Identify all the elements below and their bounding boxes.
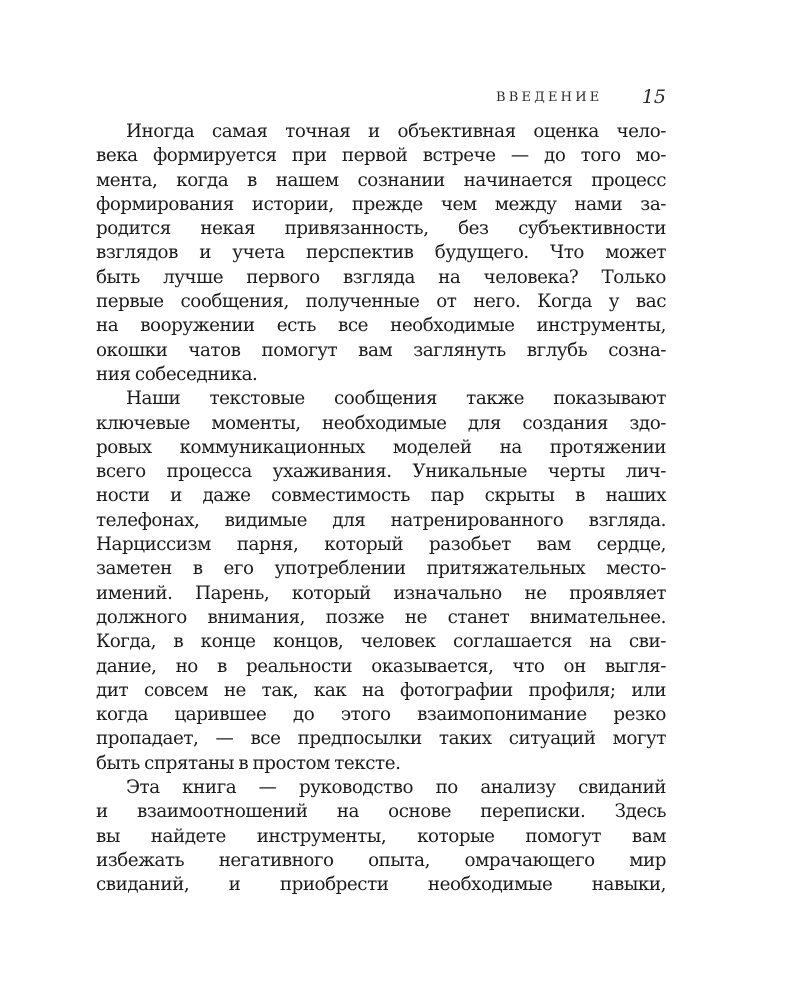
text-line: первые сообщения, полученные от него. Когда у вас	[96, 291, 666, 313]
page-number: 15	[641, 86, 666, 108]
text-line: ключевые моменты, необходимые для создания здо-	[96, 412, 666, 434]
text-line: когда царившее до этого взаимопонимание резко	[96, 704, 666, 726]
text-line: века формируется при первой встрече — до того мо-	[96, 145, 666, 167]
text-line: быть лучше первого взгляда на человека? Только	[96, 266, 666, 288]
text-line: Нарциссизм парня, который разобьет вам сердце,	[96, 534, 666, 556]
text-line: всего процесса ухаживания. Уникальные черты лич-	[96, 461, 666, 483]
text-line: телефонах, видимые для натренированного взгляда.	[96, 509, 666, 531]
text-line: ности и даже совместимость пар скрыты в наших	[96, 485, 666, 507]
text-line: быть спрятаны в простом тексте.	[96, 752, 401, 774]
text-line: избежать негативного опыта, омрачающего мир	[96, 849, 666, 871]
paragraph-3	[96, 776, 666, 897]
text-line: окошки чатов помогут вам заглянуть вглубь созна-	[96, 339, 666, 361]
text-line: ровых коммуникационных моделей на протяжении	[96, 436, 666, 458]
text-line: заметен в его употреблении притяжательных место-	[96, 558, 666, 580]
section-title: ВВЕДЕНИЕ	[496, 90, 603, 105]
paragraph-2	[96, 387, 666, 776]
text-line: мента, когда в нашем сознании начинается процесс	[96, 169, 666, 191]
text-line: имений. Парень, который изначально не проявляет	[96, 582, 666, 604]
text-line: родится некая привязанность, без субъективности	[96, 218, 666, 240]
text-line: ния собеседника.	[96, 363, 258, 385]
text-line: вы найдете инструменты, которые помогут вам	[96, 825, 666, 847]
text-line: дание, но в реальности оказывается, что он выгля-	[96, 655, 666, 677]
text-line: Наши текстовые сообщения также показывают	[126, 388, 666, 410]
text-line: Эта книга — руководство по анализу свиданий	[126, 777, 666, 799]
text-line: дит совсем не так, как на фотографии профиля; или	[96, 679, 666, 701]
body-text	[96, 120, 666, 898]
paragraph-1	[96, 120, 666, 387]
text-line: взглядов и учета перспектив будущего. Что может	[96, 242, 666, 264]
text-line: Когда, в конце концов, человек соглашается на сви-	[96, 631, 666, 653]
text-line: формирования истории, прежде чем между нами за-	[96, 193, 666, 215]
text-line: пропадает, — все предпосылки таких ситуаций могут	[96, 728, 666, 750]
text-line: должного внимания, позже не станет внимательнее.	[96, 606, 666, 628]
text-line: Иногда самая точная и объективная оценка чело-	[126, 121, 666, 142]
text-line: на вооружении есть все необходимые инструменты,	[96, 315, 666, 337]
text-line: свиданий, и приобрести необходимые навыки,	[96, 874, 666, 896]
running-head	[96, 86, 666, 110]
text-line: и взаимоотношений на основе переписки. Здесь	[96, 801, 666, 823]
